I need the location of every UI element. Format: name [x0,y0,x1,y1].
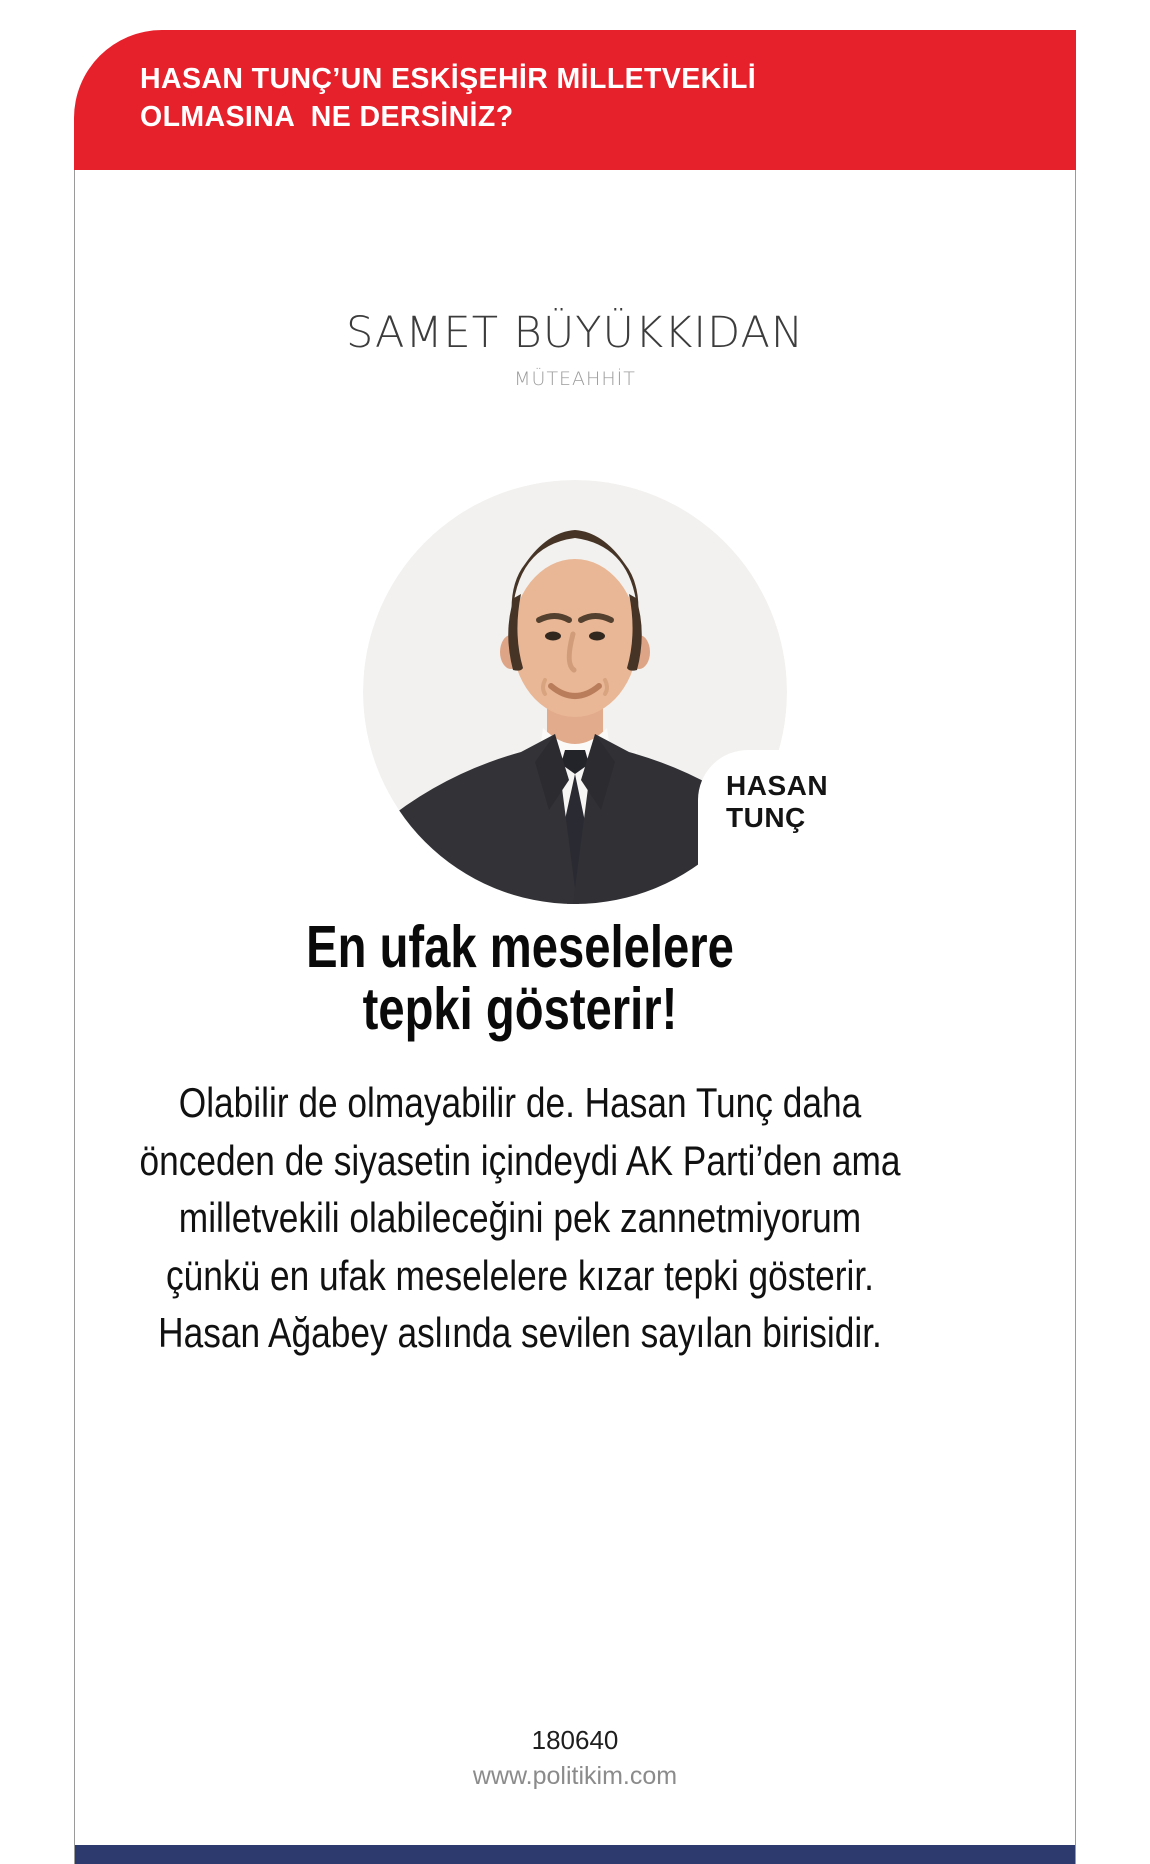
photo-name-label [698,750,898,920]
photo-label-line1: HASAN [726,770,829,801]
quote-body-line: önceden de siyasetin içindeydi AK Parti’den ama [139,1136,901,1184]
quote-body-line: Olabilir de olmayabilir de. Hasan Tunç daha [178,1079,862,1126]
interviewee-name: SAMET BÜYÜKKIDAN [345,308,805,358]
interviewee-block [75,308,1075,390]
interviewee-title: MÜTEAHHİT [514,368,636,390]
quote-headline-line2: tepki gösterir! [362,976,678,1042]
quote-body [20,1074,1020,1362]
bottom-navy-bar [75,1845,1075,1864]
photo-label-line2: TUNÇ [726,802,806,833]
footer-code: 180640 [531,1725,619,1755]
quote-headline-line1: En ufak meselelere [306,914,734,980]
header-banner [74,30,1076,170]
header-question-line1: HASAN TUNÇ’UN ESKİŞEHİR MİLLETVEKİLİ [140,63,757,95]
footer [75,1724,1075,1792]
header-question-line2: OLMASINA NE DERSİNİZ? [140,101,514,133]
quote-body-line: çünkü en ufak meselelere kızar tepki gösterir. [166,1251,874,1299]
footer-website: www.politikim.com [472,1762,678,1790]
quote-block [20,916,1020,1362]
quote-body-line: Hasan Ağabey aslında sevilen sayılan birisidir. [158,1309,882,1356]
quote-body-line: milletvekili olabileceğini pek zannetmiyorum [178,1194,862,1241]
